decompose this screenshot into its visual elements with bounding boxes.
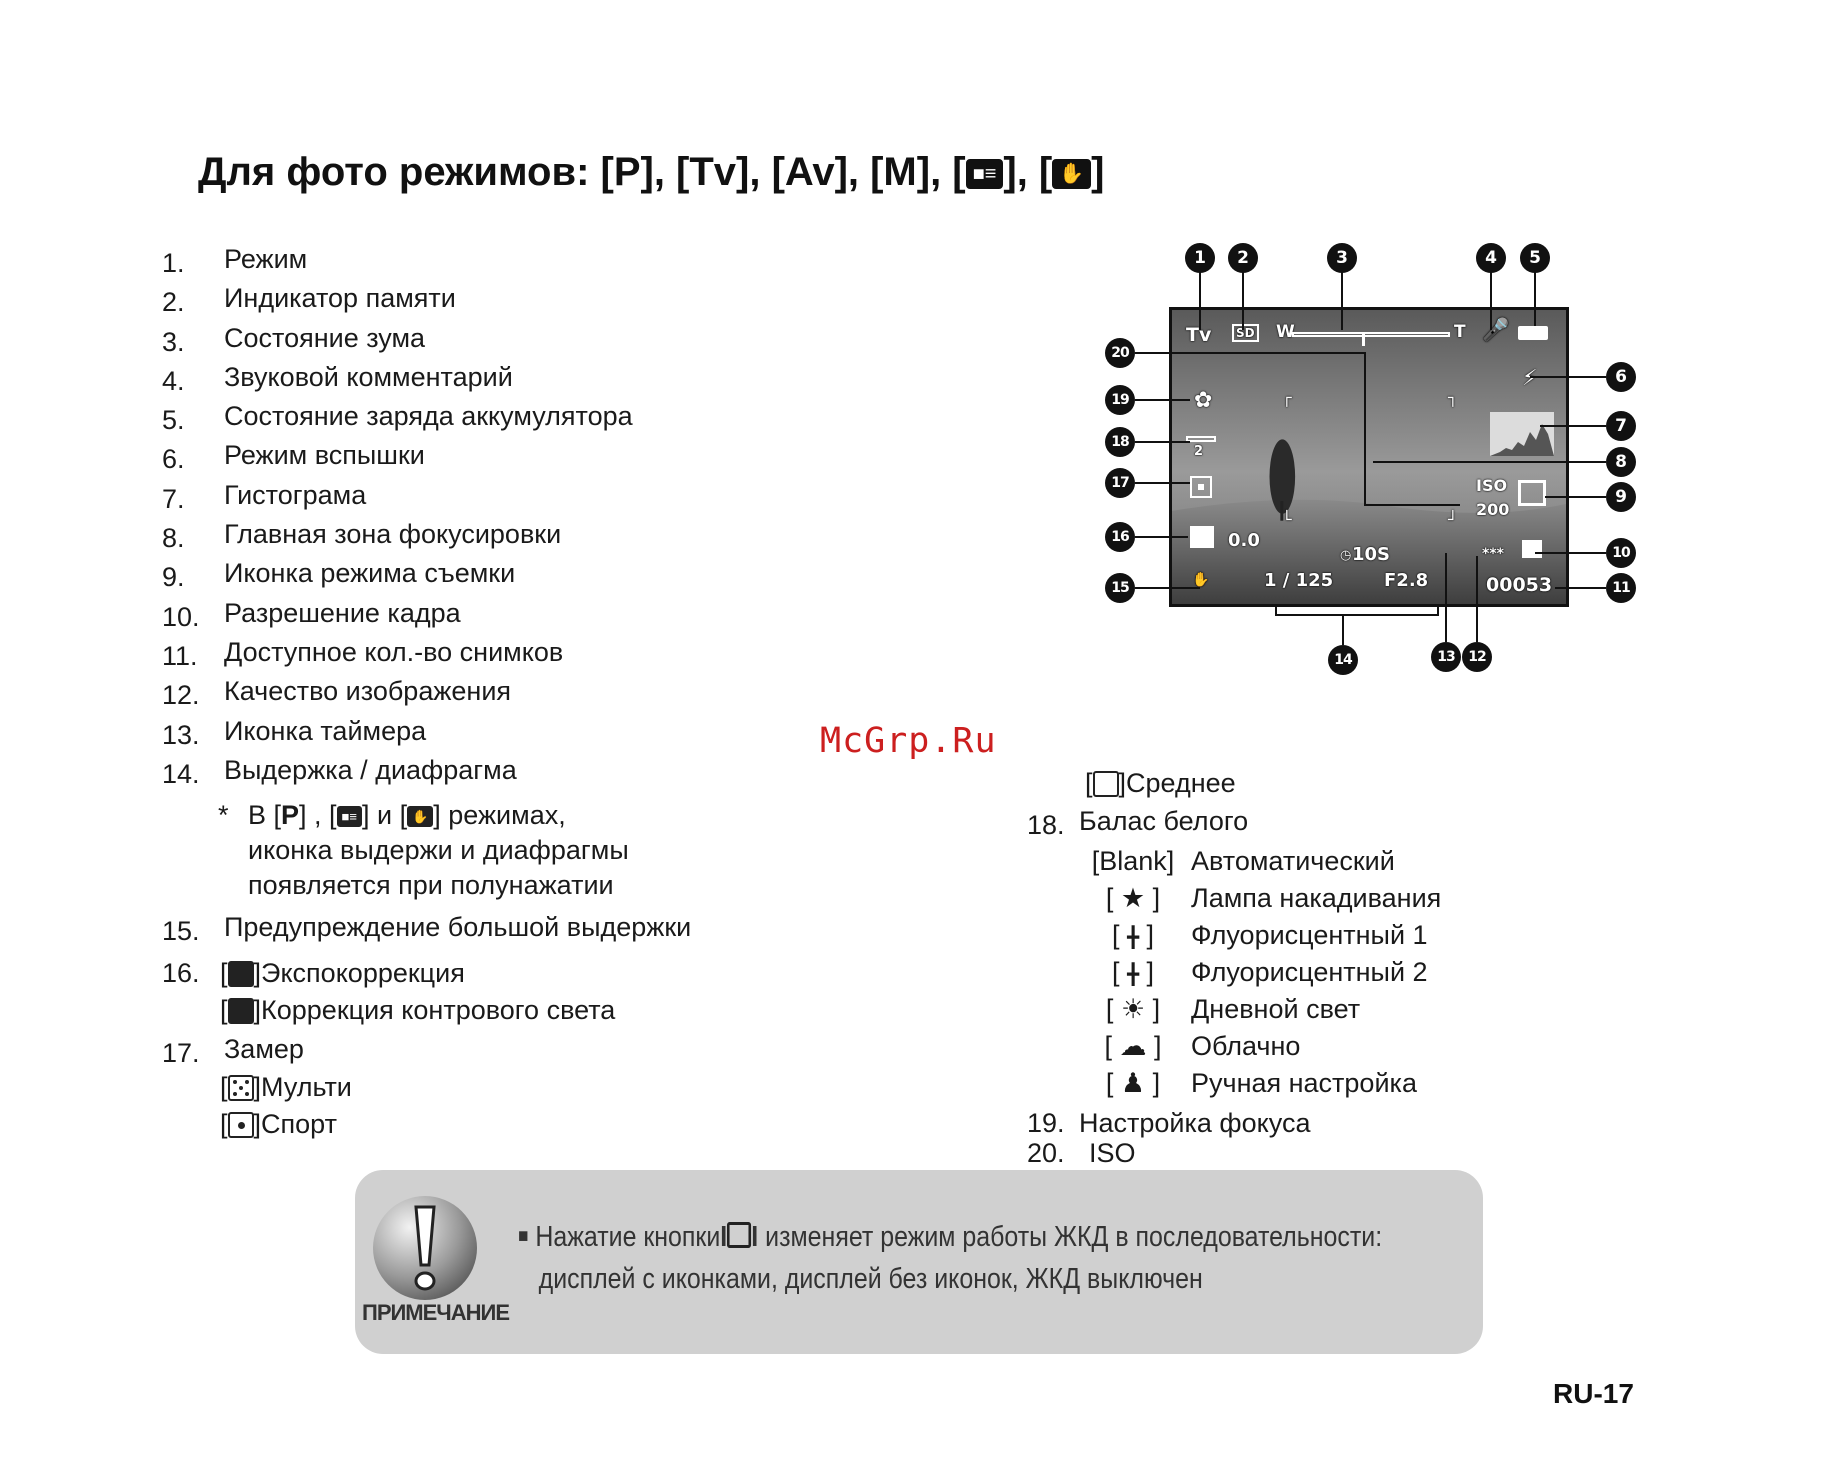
list-item: 8. Главная зона фокусировки <box>162 519 562 554</box>
list-subitem: [ ]Коррекция контрового света <box>220 995 616 1025</box>
list-item: 11. Доступное кол.-во снимков <box>162 636 564 671</box>
note-label: ПРИМЕЧАНИЕ <box>362 1300 510 1325</box>
page-number: RU-17 <box>1553 1378 1634 1409</box>
incandescent-icon: ★ <box>1120 883 1146 913</box>
focus-corner-tl: ┌ <box>1282 388 1292 407</box>
callout-18: 18 <box>1105 427 1135 457</box>
aperture-value: F2.8 <box>1384 570 1429 591</box>
callout-12: 12 <box>1462 642 1492 672</box>
callout-2: 2 <box>1228 243 1258 273</box>
list-item: 4. Звуковой комментарий <box>162 361 513 396</box>
cloudy-icon: ☁ <box>1119 1031 1147 1061</box>
list-item: 3. Состояние зума <box>162 322 426 357</box>
watermark: McGrp.Ru <box>820 721 997 761</box>
timer-value: 10S <box>1352 544 1391 565</box>
lcd-screen-diagram: Tv SD W T 🎤 ⚡ ┌ ┐ └ ┘ ✿ 2 ISO 200 0.0 ◷ 10S *** ✋ 1 / 125 F2.8 00053 <box>1169 307 1569 607</box>
callout-8: 8 <box>1606 447 1636 477</box>
daylight-icon: ☀ <box>1120 994 1146 1024</box>
shots-remaining: 00053 <box>1486 574 1553 596</box>
display-button-icon: I I <box>720 1221 759 1253</box>
list-subitem: [ ]Мульти <box>220 1072 352 1102</box>
exclamation-icon <box>370 1193 480 1313</box>
exposure-value: 0.0 <box>1228 530 1260 551</box>
callout-20: 20 <box>1105 338 1135 368</box>
fluorescent-1-icon: ╋ <box>1126 927 1140 949</box>
shutter-speed: 1 / 125 <box>1264 570 1334 591</box>
stabilizer-mode-icon: ✋ <box>407 806 433 827</box>
callout-6: 6 <box>1606 362 1636 392</box>
list-item: 1. Режим <box>162 244 308 278</box>
title-mid: ], [ <box>1003 150 1053 194</box>
list-subitem: [ ]Среднее <box>1085 768 1236 798</box>
callout-16: 16 <box>1105 522 1135 552</box>
note-line-3: появляется при полунажатии <box>248 870 614 900</box>
callout-14: 14 <box>1328 645 1358 675</box>
note-line-2: дисплей с иконками, дисплей без иконок, ЖКД выключен <box>538 1263 1203 1295</box>
timer-icon: ◷ <box>1340 548 1352 563</box>
note-line-1: В [P] , [ ■≡ ] и [ ✋ ] режимах, <box>248 800 566 830</box>
focus-corner-br: ┘ <box>1448 510 1458 529</box>
mode-indicator: Tv <box>1186 324 1212 346</box>
callout-9: 9 <box>1606 482 1636 512</box>
callout-1: 1 <box>1185 243 1215 273</box>
title-suffix: ] <box>1091 150 1105 194</box>
callout-10: 10 <box>1606 538 1636 568</box>
list-item: 6. Режим вспышки <box>162 440 425 475</box>
list-item: 14. Выдержка / диафрагма <box>162 754 517 789</box>
callout-15: 15 <box>1105 573 1135 603</box>
focus-corner-bl: └ <box>1282 510 1292 529</box>
portrait-mode-icon: ■≡ <box>966 159 1004 189</box>
note-line-2: иконка выдержи и диафрагмы <box>248 835 629 865</box>
callout-4: 4 <box>1476 243 1506 273</box>
callout-17: 17 <box>1105 468 1135 498</box>
callout-5: 5 <box>1520 243 1550 273</box>
callout-7: 7 <box>1606 411 1636 441</box>
microphone-icon: 🎤 <box>1482 318 1510 343</box>
list-item: 5. Состояние заряда аккумулятора <box>162 401 633 436</box>
list-item: 12. Качество изображения <box>162 676 512 711</box>
list-item: 13. Иконка таймера <box>162 715 427 750</box>
list-item: 7. Гистограма <box>162 479 367 514</box>
quality-indicator: *** <box>1482 546 1504 562</box>
note-line-1: ■ Нажатие кнопкиI I изменяет режим работы ЖКД в последовательности: <box>518 1221 1383 1253</box>
focus-corner-tr: ┐ <box>1448 388 1458 407</box>
shake-warning-icon: ✋ <box>1192 572 1210 588</box>
list-item: 9. Иконка режима съемки <box>162 558 516 593</box>
list-subitem: [ ]Спорт <box>220 1109 337 1139</box>
flash-mode-icon: ⚡ <box>1522 366 1538 391</box>
portrait-mode-icon: ■≡ <box>337 806 362 827</box>
callout-13: 13 <box>1431 642 1461 672</box>
stabilizer-mode-icon: ✋ <box>1052 159 1091 189</box>
note-bullet: ■ <box>518 1225 529 1247</box>
fluorescent-2-icon: ╋ <box>1126 964 1140 986</box>
note-star: * <box>218 800 229 830</box>
list-item: 2. Индикатор памяти <box>162 283 456 318</box>
memory-card-icon: SD <box>1232 324 1259 342</box>
callout-19: 19 <box>1105 385 1135 415</box>
callout-11: 11 <box>1606 573 1636 603</box>
title-prefix: Для фото режимов: [P], [Tv], [Av], [M], [ <box>198 150 966 194</box>
list-item: 10. Разрешение кадра <box>162 597 461 632</box>
callout-3: 3 <box>1327 243 1357 273</box>
macro-focus-icon: ✿ <box>1194 388 1213 413</box>
manual-wb-icon: ♟ <box>1120 1068 1146 1098</box>
note-text <box>518 1215 1382 1300</box>
